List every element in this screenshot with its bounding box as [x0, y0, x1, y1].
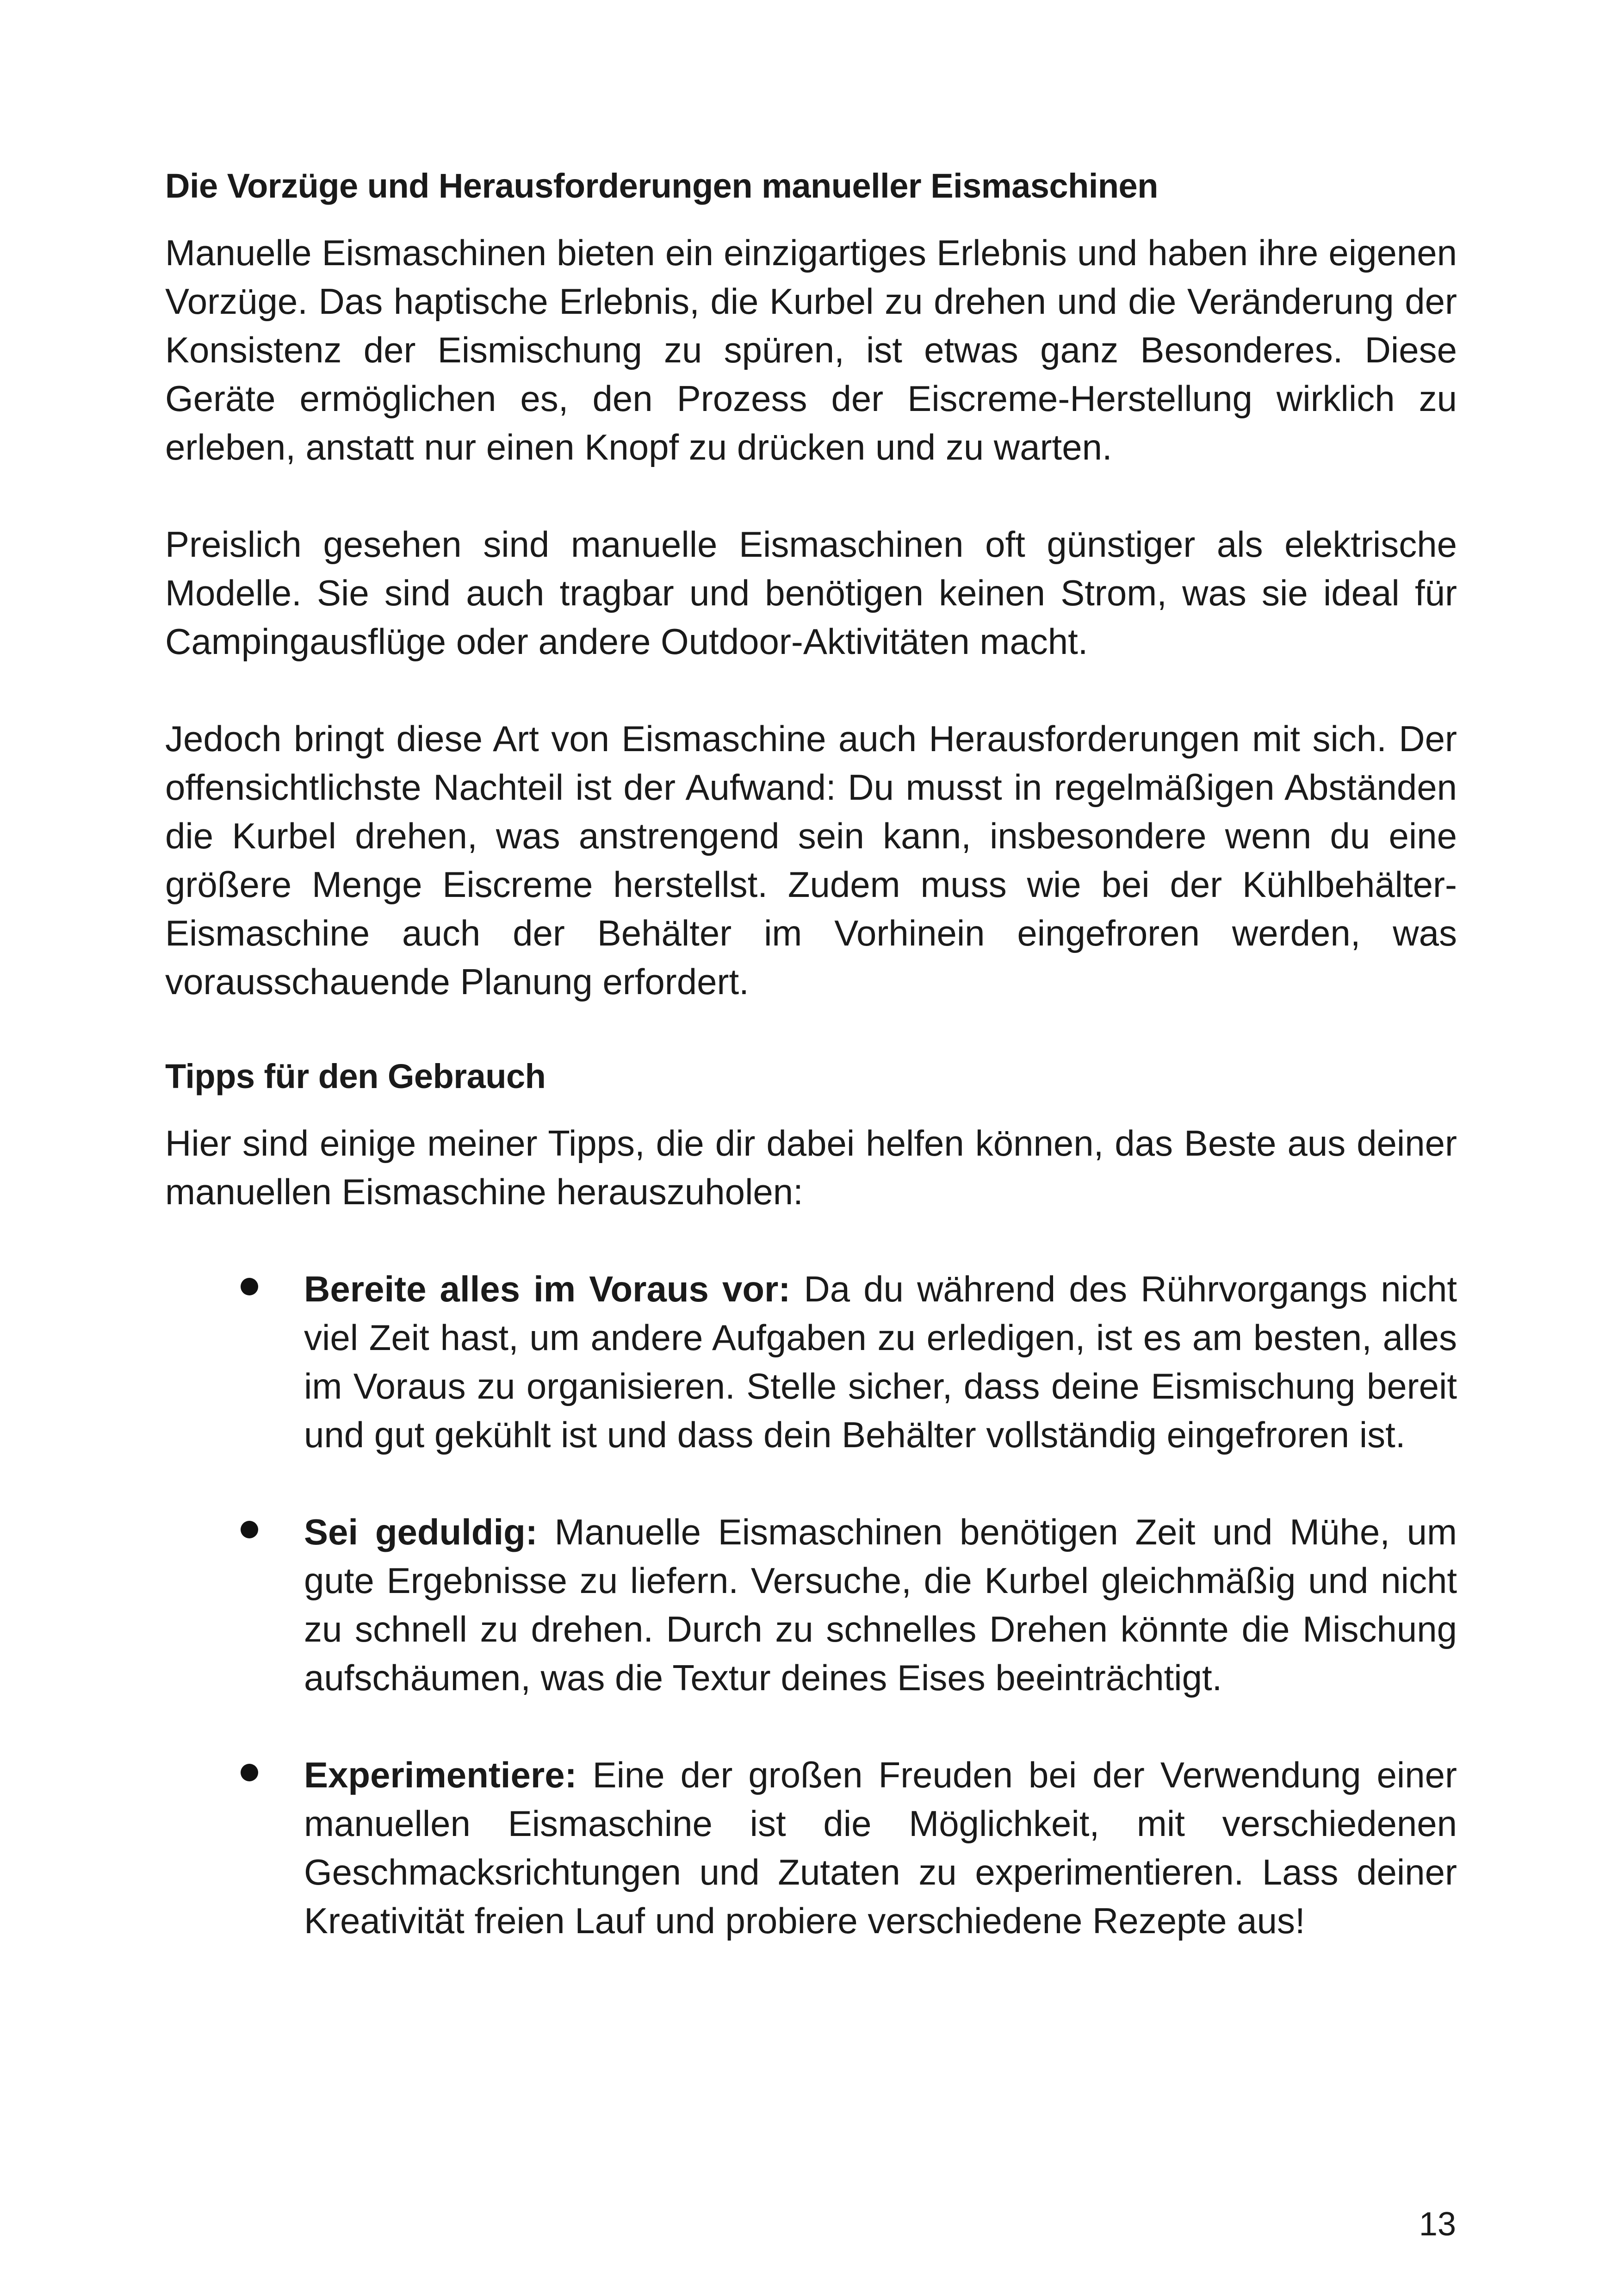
bullet-icon: [241, 1521, 258, 1538]
list-item: [165, 1751, 1457, 1945]
list-item: [165, 1508, 1457, 1702]
tip-text: Manuelle Eismaschinen benötigen Zeit und Mühe, um gute Ergebnisse zu liefern. Versuche, die Kurbel gleichmäßig und nicht zu schnell zu drehen. Durch zu schnelles Drehen könnte die Mischung aufschäumen, was die Textur deines Eises beeinträchtigt.: [304, 1512, 1457, 1698]
bullet-icon: [241, 1764, 258, 1781]
tips-section: [165, 1052, 1457, 1945]
tips-intro: Hier sind einige meiner Tipps, die dir dabei helfen können, das Beste aus deiner manuellen Eismaschine herauszuholen:: [165, 1123, 1457, 1212]
list-item: [165, 1265, 1457, 1459]
section-heading-tips: Tipps für den Gebrauch: [165, 1057, 546, 1095]
tips-list: [165, 1265, 1457, 1945]
paragraph-experience: Manuelle Eismaschinen bieten ein einzigartiges Erlebnis und haben ihre eigenen Vorzüge. Das haptische Erlebnis, die Kurbel zu drehen und die Veränderung der Konsistenz der Eismischung zu spüren, ist etwas ganz Besonderes. Diese Geräte ermöglichen es, den Prozess der Eiscreme-Herstellung wirklich zu erleben, anstatt nur einen Knopf zu drücken und zu warten.: [165, 232, 1457, 467]
tip-title: Bereite alles im Voraus vor:: [304, 1269, 791, 1309]
page-number: 13: [1419, 2206, 1456, 2243]
bullet-icon: [241, 1278, 258, 1295]
tip-title: Experimentiere:: [304, 1755, 577, 1795]
paragraph-price: Preislich gesehen sind manuelle Eismaschinen oft günstiger als elektrische Modelle. Sie sind auch tragbar und benötigen keinen Strom, was sie ideal für Campingausflüge oder andere Outdoor-Aktivitäten macht.: [165, 524, 1457, 662]
tip-title: Sei geduldig:: [304, 1512, 538, 1552]
page-content: [165, 162, 1457, 1994]
tip-text: Da du während des Rührvorgangs nicht viel Zeit hast, um andere Aufgaben zu erledigen, ist es am besten, alles im Voraus zu organisieren. Stelle sicher, dass deine Eismischung bereit und gut gekühlt ist und dass dein Behälter vollständig eingefroren ist.: [304, 1269, 1457, 1455]
paragraph-challenges: Jedoch bringt diese Art von Eismaschine auch Herausforderungen mit sich. Der offensichtlichste Nachteil ist der Aufwand: Du musst in regelmäßigen Abständen die Kurbel drehen, was anstrengend sein kann, insbesondere wenn du eine größere Menge Eiscreme herstellst. Zudem muss wie bei der Kühlbehälter-Eismaschine auch der Behälter im Vorhinein eingefroren werden, was vorausschauende Planung erfordert.: [165, 718, 1457, 1002]
tip-text: Eine der großen Freuden bei der Verwendung einer manuellen Eismaschine ist die Möglichkeit, mit verschiedenen Geschmacksrichtungen und Zutaten zu experimentieren. Lass deiner Kreativität freien Lauf und probiere verschiedene Rezepte aus!: [304, 1755, 1457, 1941]
section-heading-benefits: Die Vorzüge und Herausforderungen manueller Eismaschinen: [165, 167, 1158, 205]
